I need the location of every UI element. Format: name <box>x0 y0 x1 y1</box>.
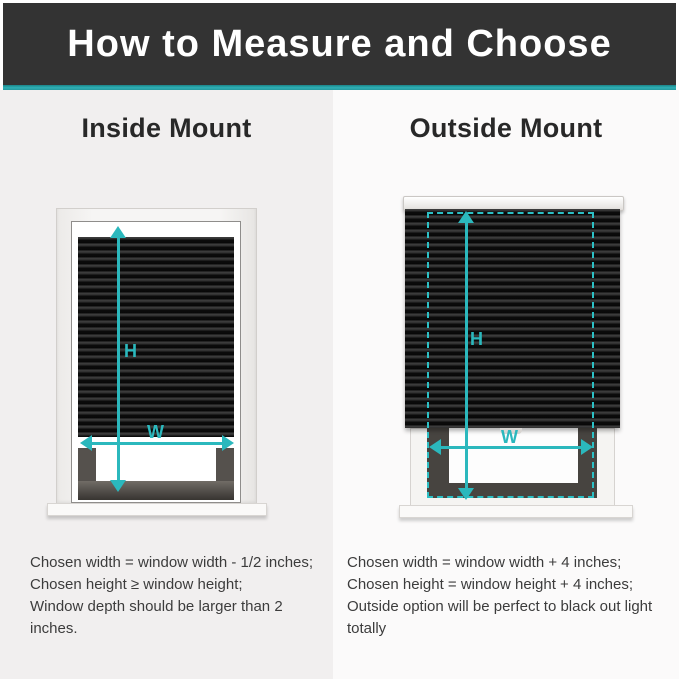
outside-height-arrow-icon <box>465 222 468 490</box>
inside-height-arrowhead-up-icon <box>110 226 126 238</box>
inside-window-sill <box>47 503 267 516</box>
outside-note-line-3: Outside option will be perfect to black out light totally <box>347 598 653 637</box>
inside-note-line-3: Window depth should be larger than 2 inches. <box>30 598 283 637</box>
outside-width-arrowhead-left-icon <box>429 439 441 455</box>
inside-width-arrowhead-right-icon <box>222 435 234 451</box>
inside-note-line-2: Chosen height ≥ window height; <box>30 576 243 593</box>
outside-height-arrowhead-down-icon <box>458 488 474 500</box>
inside-width-label: W <box>147 422 164 442</box>
page-title: How to Measure and Choose <box>67 22 612 65</box>
inside-note-line-1: Chosen width = window width - 1/2 inches; <box>30 554 314 571</box>
outside-measure-dashed-outline <box>427 212 594 498</box>
inside-mount-notes <box>30 552 330 640</box>
inside-height-label: H <box>124 341 137 361</box>
inside-height-arrow-icon <box>117 237 120 482</box>
inside-mount-heading: Inside Mount <box>81 113 252 143</box>
outside-height-arrowhead-up-icon <box>458 211 474 223</box>
inside-window-reveal-bottom <box>78 481 234 500</box>
inside-mount-blind <box>78 237 234 437</box>
outside-width-label: W <box>501 427 518 447</box>
outside-width-arrowhead-right-icon <box>581 439 593 455</box>
inside-width-arrowhead-left-icon <box>80 435 92 451</box>
inside-height-arrowhead-down-icon <box>110 480 126 492</box>
outside-note-line-1: Chosen width = window width + 4 inches; <box>347 554 622 571</box>
outside-mount-notes <box>347 552 677 640</box>
outside-height-label: H <box>470 329 483 349</box>
outside-note-line-2: Chosen height = window height + 4 inches; <box>347 576 634 593</box>
title-banner <box>3 3 676 85</box>
outside-window-sill <box>399 505 633 518</box>
outside-mount-heading: Outside Mount <box>409 113 603 143</box>
